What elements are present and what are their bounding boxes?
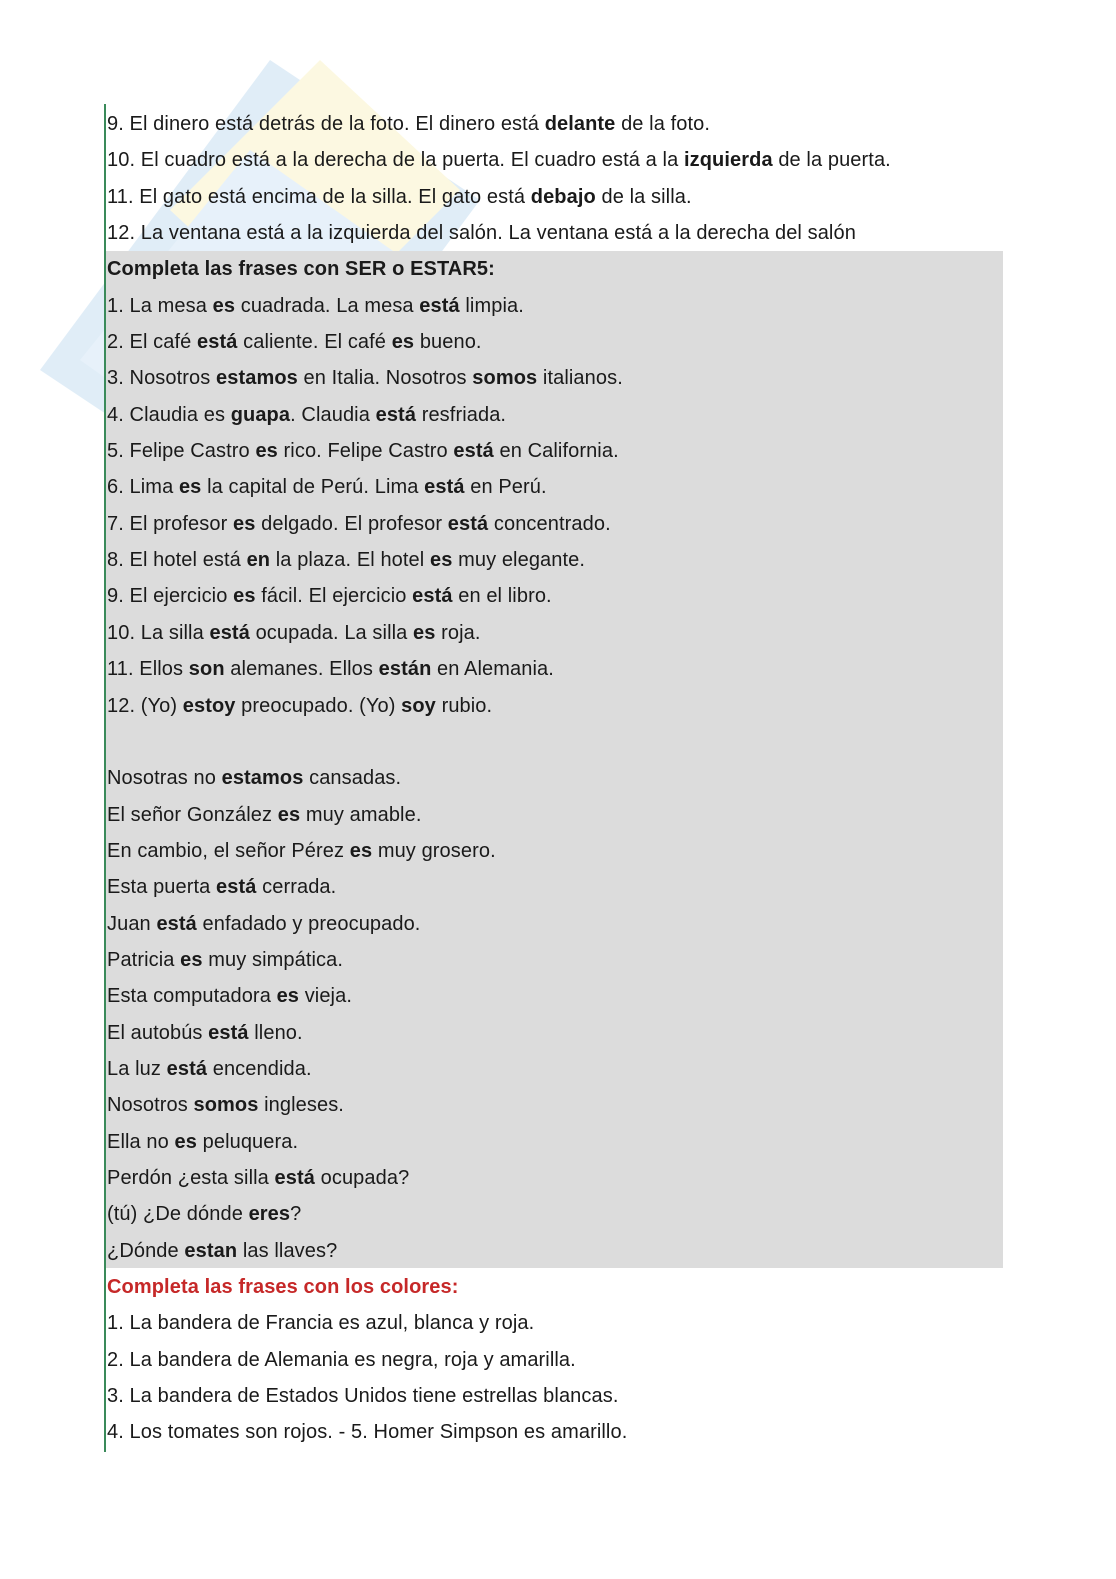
text-segment: (tú) ¿De dónde bbox=[107, 1203, 249, 1226]
text-line bbox=[107, 142, 1007, 178]
answer-word: es bbox=[180, 948, 203, 971]
answer-word: es bbox=[277, 803, 301, 826]
text-segment: 4. Claudia es bbox=[107, 403, 231, 426]
text-segment: delgado. El profesor bbox=[255, 512, 448, 535]
document-body bbox=[107, 106, 1007, 1451]
answer-word: está bbox=[424, 476, 465, 499]
answer-word: estoy bbox=[182, 694, 236, 717]
text-segment: vieja. bbox=[299, 985, 352, 1008]
text-segment: resfriada. bbox=[416, 403, 507, 426]
text-segment: 3. Nosotros bbox=[107, 367, 217, 390]
answer-word: está bbox=[209, 621, 250, 644]
text-segment: La luz bbox=[107, 1057, 167, 1080]
exercise-line bbox=[107, 1378, 1007, 1414]
answer-word: está bbox=[375, 403, 417, 426]
exercise-line bbox=[107, 288, 1007, 324]
answer-word: es bbox=[212, 294, 236, 317]
answer-word: es bbox=[391, 331, 415, 354]
text-segment: peluquera. bbox=[196, 1130, 299, 1153]
exercise-line bbox=[107, 360, 1007, 396]
answer-word: delante bbox=[544, 113, 616, 135]
text-segment: muy grosero. bbox=[372, 839, 496, 862]
exercise-line bbox=[107, 978, 1007, 1014]
answer-word: estan bbox=[184, 1239, 238, 1262]
answer-word: está bbox=[419, 294, 460, 317]
text-segment: muy elegante. bbox=[452, 549, 586, 572]
text-line bbox=[107, 215, 1007, 251]
answer-word: está bbox=[274, 1166, 315, 1189]
exercise-line bbox=[107, 506, 1007, 542]
answer-word: está bbox=[156, 912, 197, 935]
exercise-line bbox=[107, 942, 1007, 978]
answer-word: estamos bbox=[221, 767, 304, 790]
text-segment: 2. La bandera de Alemania es negra, roja y amarilla. bbox=[107, 1348, 576, 1371]
text-segment: enfadado y preocupado. bbox=[196, 912, 421, 935]
exercise-line bbox=[107, 542, 1007, 578]
text-line bbox=[107, 106, 1007, 142]
text-segment: muy simpática. bbox=[202, 948, 344, 971]
exercise-line bbox=[107, 651, 1007, 687]
text-segment: en Italia. Nosotros bbox=[297, 367, 473, 390]
intro-section bbox=[107, 106, 1007, 251]
text-segment: 9. El ejercicio bbox=[107, 585, 234, 608]
text-segment: 11. Ellos bbox=[107, 658, 189, 681]
answer-word: está bbox=[453, 440, 494, 463]
answer-word: está bbox=[166, 1057, 208, 1080]
text-segment: Nosotros bbox=[107, 1094, 194, 1117]
answer-word: está bbox=[216, 876, 257, 899]
text-segment: ? bbox=[290, 1203, 302, 1226]
text-segment: 12. (Yo) bbox=[107, 694, 183, 717]
answer-word: soy bbox=[401, 694, 436, 717]
answer-word: están bbox=[378, 658, 432, 681]
exercise-line bbox=[107, 760, 1007, 796]
text-segment: de la silla. bbox=[595, 185, 692, 208]
text-segment: Nosotras no bbox=[107, 767, 222, 790]
answer-word: está bbox=[447, 512, 489, 535]
answer-word: somos bbox=[472, 367, 538, 390]
text-line bbox=[107, 179, 1007, 215]
exercise-line bbox=[107, 433, 1007, 469]
answer-word: estamos bbox=[216, 367, 298, 390]
exercise-line bbox=[107, 1015, 1007, 1051]
answer-word: es bbox=[429, 549, 453, 572]
answer-word: está bbox=[412, 585, 453, 608]
text-segment: en el libro. bbox=[452, 585, 552, 608]
text-segment: Esta puerta bbox=[107, 876, 217, 899]
text-segment: en California. bbox=[493, 440, 619, 463]
text-segment: rico. Felipe Castro bbox=[277, 440, 454, 463]
exercise-line bbox=[107, 869, 1007, 905]
text-segment: 7. El profesor bbox=[107, 512, 234, 535]
text-segment: Patricia bbox=[107, 948, 181, 971]
text-segment: ingleses. bbox=[258, 1094, 344, 1117]
text-segment: En cambio, el señor Pérez bbox=[107, 839, 350, 862]
exercise-line bbox=[107, 1305, 1007, 1341]
text-segment: en Alemania. bbox=[431, 658, 554, 681]
text-segment: en Perú. bbox=[464, 476, 547, 499]
text-segment: 10. La silla bbox=[107, 621, 210, 644]
text-segment: rubio. bbox=[435, 694, 493, 717]
blank-line bbox=[107, 724, 1007, 760]
text-segment: las llaves? bbox=[237, 1239, 338, 1262]
text-segment: ¿Dónde bbox=[107, 1239, 185, 1262]
colores-section bbox=[107, 1269, 1007, 1451]
text-segment: caliente. El café bbox=[237, 331, 392, 354]
answer-word: es bbox=[276, 985, 300, 1008]
text-segment: la capital de Perú. Lima bbox=[201, 476, 425, 499]
text-segment: cerrada. bbox=[256, 876, 337, 899]
text-segment: encendida. bbox=[207, 1057, 312, 1080]
text-segment: de la puerta. bbox=[772, 149, 891, 172]
text-segment: bueno. bbox=[414, 331, 482, 354]
text-segment: 3. La bandera de Estados Unidos tiene estrellas blancas. bbox=[107, 1385, 619, 1408]
answer-word: está bbox=[208, 1021, 249, 1044]
exercise-line bbox=[107, 797, 1007, 833]
answer-word: es bbox=[233, 585, 256, 608]
exercise-line bbox=[107, 1414, 1007, 1450]
text-segment: Perdón ¿esta silla bbox=[107, 1166, 275, 1189]
answer-word: son bbox=[188, 658, 225, 681]
text-segment: ocupada? bbox=[314, 1166, 410, 1189]
exercise-line bbox=[107, 1196, 1007, 1232]
text-segment: muy amable. bbox=[300, 803, 422, 826]
text-segment: cuadrada. La mesa bbox=[235, 294, 420, 317]
exercise-line bbox=[107, 906, 1007, 942]
section-heading-colores: Completa las frases con los colores: bbox=[107, 1276, 459, 1298]
answer-word: guapa bbox=[230, 403, 291, 426]
text-segment: 6. Lima bbox=[107, 476, 179, 499]
answer-word: es bbox=[233, 512, 256, 535]
text-segment: El señor González bbox=[107, 803, 278, 826]
text-segment: 1. La mesa bbox=[107, 294, 213, 317]
answer-word: en bbox=[246, 549, 271, 572]
exercise-line bbox=[107, 1051, 1007, 1087]
text-segment: de la foto. bbox=[615, 113, 711, 135]
exercise-line bbox=[107, 1160, 1007, 1196]
text-segment: . Claudia bbox=[290, 403, 376, 426]
margin-rule bbox=[104, 104, 106, 1452]
text-segment: El autobús bbox=[107, 1021, 209, 1044]
text-segment: la plaza. El hotel bbox=[270, 549, 430, 572]
text-segment: Ella no bbox=[107, 1130, 175, 1153]
text-segment: Juan bbox=[107, 912, 157, 935]
answer-word: somos bbox=[193, 1094, 259, 1117]
text-segment: fácil. El ejercicio bbox=[255, 585, 413, 608]
answer-word: izquierda bbox=[683, 149, 773, 172]
exercise-line bbox=[107, 578, 1007, 614]
text-segment: cansadas. bbox=[303, 767, 402, 790]
answer-word: es bbox=[255, 440, 278, 463]
text-segment: roja. bbox=[435, 621, 481, 644]
text-segment: alemanes. Ellos bbox=[224, 658, 379, 681]
exercise-line bbox=[107, 1087, 1007, 1123]
answer-word: debajo bbox=[530, 185, 596, 208]
answer-word: eres bbox=[248, 1203, 291, 1226]
text-segment: ocupada. La silla bbox=[249, 621, 414, 644]
section-heading: Completa las frases con SER o ESTAR5: bbox=[107, 258, 495, 281]
exercise-line bbox=[107, 688, 1007, 724]
text-segment: lleno. bbox=[248, 1021, 303, 1044]
exercise-line bbox=[107, 1124, 1007, 1160]
ser-estar-section bbox=[107, 251, 1007, 1269]
answer-word: es bbox=[174, 1130, 197, 1153]
exercise-line bbox=[107, 324, 1007, 360]
answer-word: es bbox=[349, 839, 373, 862]
exercise-line bbox=[107, 833, 1007, 869]
answer-word: es bbox=[178, 476, 202, 499]
text-segment: 4. Los tomates son rojos. - 5. Homer Simpson es amarillo. bbox=[107, 1421, 628, 1444]
text-segment: 2. El café bbox=[107, 331, 198, 354]
text-segment: 5. Felipe Castro bbox=[107, 440, 256, 463]
exercise-line bbox=[107, 1342, 1007, 1378]
answer-word: está bbox=[197, 331, 238, 354]
text-segment: 11. El gato está encima de la silla. El gato está bbox=[107, 185, 531, 208]
text-segment: concentrado. bbox=[488, 512, 611, 535]
answer-word: es bbox=[413, 621, 436, 644]
text-segment: preocupado. (Yo) bbox=[235, 694, 402, 717]
exercise-line bbox=[107, 397, 1007, 433]
exercise-line bbox=[107, 615, 1007, 651]
text-segment: limpia. bbox=[459, 294, 524, 317]
text-segment: 9. El dinero está detrás de la foto. El dinero está bbox=[107, 113, 545, 135]
text-segment: 10. El cuadro está a la derecha de la puerta. El cuadro está a la bbox=[107, 149, 684, 172]
text-segment: 8. El hotel está bbox=[107, 549, 247, 572]
text-segment: Esta computadora bbox=[107, 985, 277, 1008]
text-segment: italianos. bbox=[537, 367, 623, 390]
text-segment: 1. La bandera de Francia es azul, blanca y roja. bbox=[107, 1312, 535, 1335]
exercise-line bbox=[107, 1233, 1007, 1269]
text-segment: 12. La ventana está a la izquierda del salón. La ventana está a la derecha del salón bbox=[107, 222, 856, 245]
exercise-line bbox=[107, 469, 1007, 505]
